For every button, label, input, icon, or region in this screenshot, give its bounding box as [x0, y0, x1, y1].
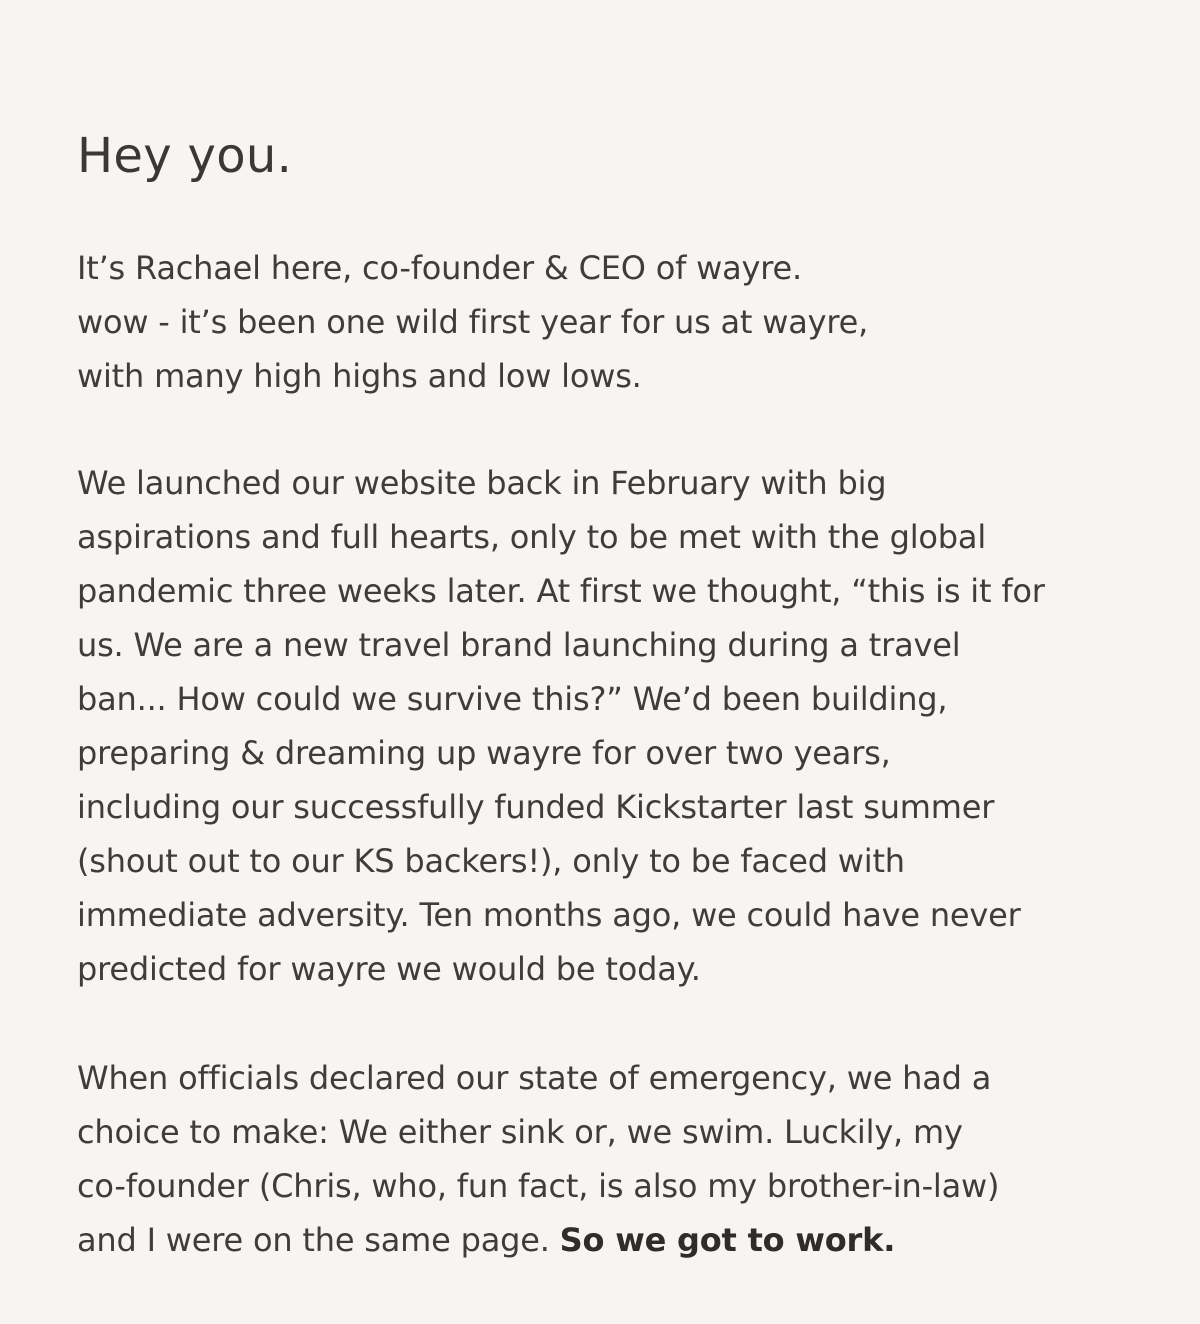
emphasis-text: So we got to work. [559, 1221, 896, 1259]
story-line: ban... How could we survive this?” We’d been building, [77, 680, 948, 718]
decision-last-line-text: and I were on the same page. [77, 1221, 560, 1259]
decision-line: co-founder (Chris, who, fun fact, is also my brother-in-law) [77, 1167, 1000, 1205]
story-line: us. We are a new travel brand launching during a travel [77, 626, 961, 664]
story-line: immediate adversity. Ten months ago, we could have never [77, 896, 1021, 934]
decision-line: choice to make: We either sink or, we swim. Luckily, my [77, 1113, 963, 1151]
decision-line: When officials declared our state of emergency, we had a [77, 1059, 992, 1097]
decision-paragraph [77, 1051, 999, 1267]
story-line: aspirations and full hearts, only to be met with the global [77, 518, 987, 556]
story-paragraph [77, 456, 1045, 996]
story-line: pandemic three weeks later. At first we thought, “this is it for [77, 572, 1045, 610]
intro-line: with many high highs and low lows. [77, 357, 642, 395]
story-line: (shout out to our KS backers!), only to be faced with [77, 842, 905, 880]
greeting-heading: Hey you. [77, 128, 293, 184]
story-line: including our successfully funded Kickstarter last summer [77, 788, 995, 826]
intro-line: wow - it’s been one wild first year for us at wayre, [77, 303, 869, 341]
intro-paragraph [77, 241, 868, 403]
story-line: predicted for wayre we would be today. [77, 950, 701, 988]
intro-line: It’s Rachael here, co-founder & CEO of wayre. [77, 249, 802, 287]
story-line: preparing & dreaming up wayre for over two years, [77, 734, 891, 772]
story-line: We launched our website back in February with big [77, 464, 887, 502]
decision-last-line [77, 1213, 999, 1267]
